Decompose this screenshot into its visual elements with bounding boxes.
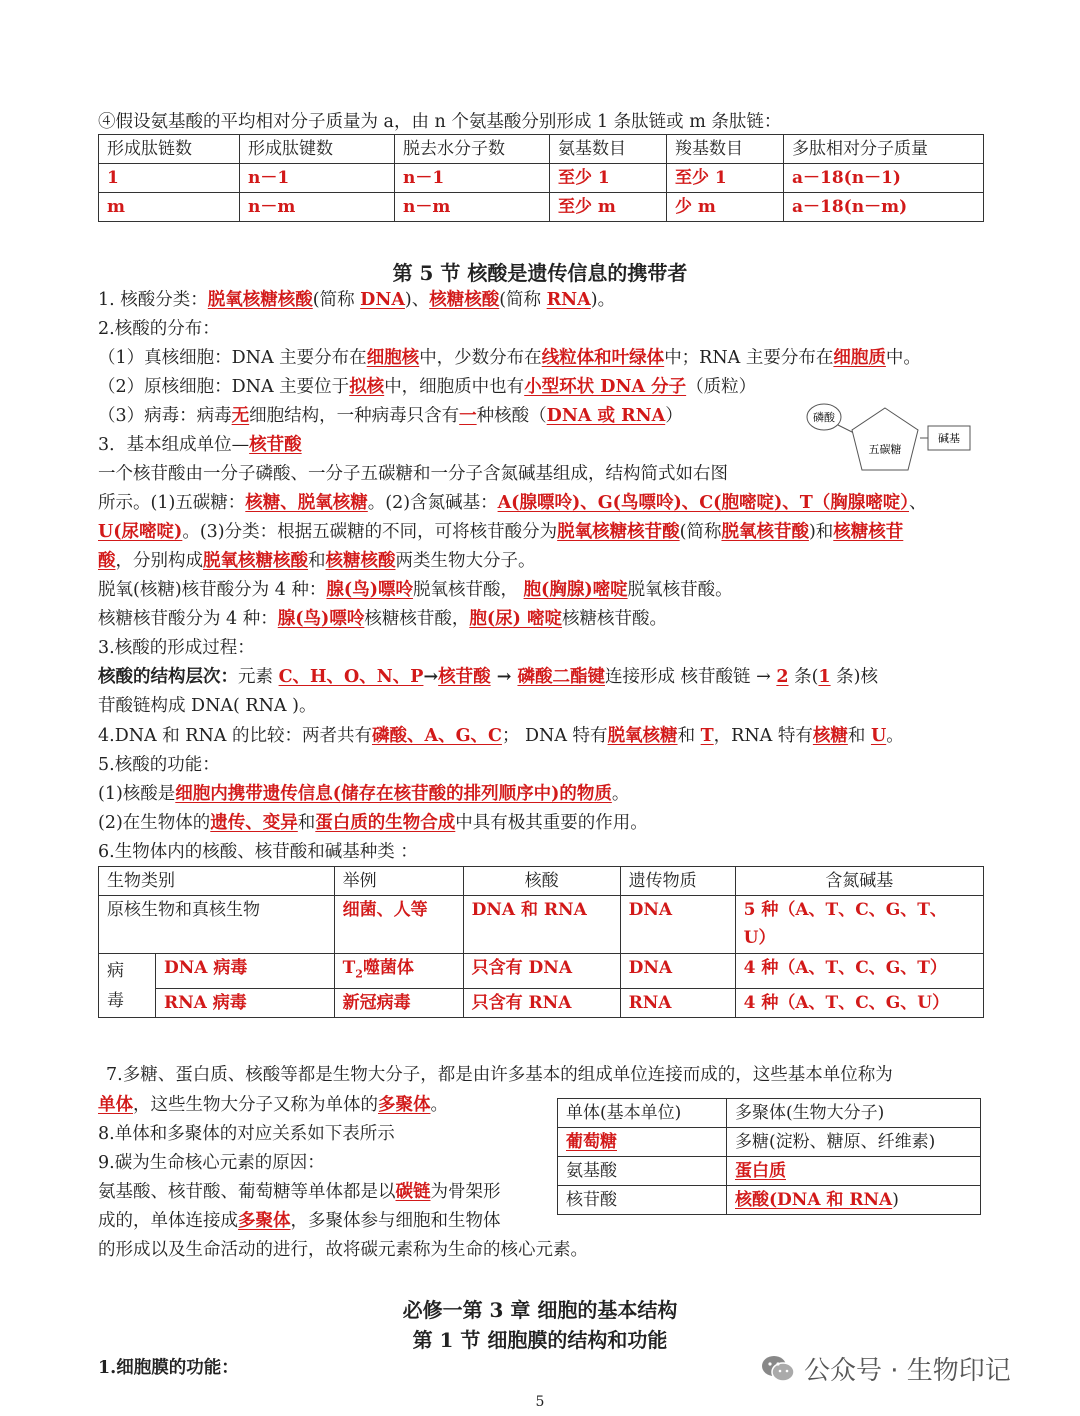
wechat-icon bbox=[760, 1354, 796, 1384]
t1-cell: 至少 m bbox=[550, 193, 667, 222]
line-13: 3.核酸的形成过程： bbox=[98, 638, 255, 658]
t2-header: 含氮碱基 bbox=[735, 867, 983, 896]
line-6: 3．基本组成单位—核苷酸 bbox=[98, 435, 302, 455]
line-7: 一个核苷酸由一分子磷酸、一分子五碳糖和一分子含氮碱基组成，结构简式如右图 bbox=[98, 464, 728, 484]
line-5: （3）病毒：病毒无细胞结构，一种病毒只含有一种核酸（DNA 或 RNA） bbox=[98, 406, 683, 426]
line-1: 1. 核酸分类：脱氧核糖核酸(简称 DNA)、核糖核酸(简称 RNA)。 bbox=[98, 290, 616, 310]
line-18: (1)核酸是细胞内携带遗传信息(储存在核苷酸的排列顺序中)的物质。 bbox=[98, 784, 630, 804]
nucleotide-diagram bbox=[800, 398, 980, 488]
line-4: （2）原核细胞：DNA 主要位于拟核中，细胞质中也有小型环状 DNA 分子（质粒） bbox=[98, 377, 757, 397]
intro-line: ④假设氨基酸的平均相对分子质量为 a，由 n 个氨基酸分别形成 1 条肽链或 m 条肽链： bbox=[98, 112, 782, 132]
t2-cell: 4 种（A、T、C、G、T） bbox=[735, 954, 983, 989]
t1-header: 氨基数目 bbox=[550, 135, 667, 164]
line-22: 单体，这些生物大分子又称为单体的多聚体。 bbox=[98, 1095, 448, 1115]
t1-cell: 至少 1 bbox=[550, 164, 667, 193]
t2-cell: 新冠病毒 bbox=[334, 989, 463, 1018]
line-14: 核酸的结构层次：元素 C、H、O、N、P→核苷酸 → 磷酸二酯键连接形成 核苷酸链 → 2 条(1 条)核 bbox=[98, 667, 878, 687]
t2-cell: 细菌、人等 bbox=[334, 896, 463, 954]
line-10: 酸，分别构成脱氧核糖核酸和核糖核酸两类生物大分子。 bbox=[98, 551, 536, 571]
t2-cell: DNA 和 RNA bbox=[463, 896, 620, 954]
t3-header: 多聚体(生物大分子) bbox=[727, 1099, 981, 1128]
line-27: 的形成以及生命活动的进行，故将碳元素称为生命的核心元素。 bbox=[98, 1240, 588, 1260]
t1-cell: 至少 1 bbox=[667, 164, 784, 193]
t1-cell: 少 m bbox=[667, 193, 784, 222]
t2-cell: 只含有 DNA bbox=[463, 954, 620, 989]
line-21: 7.多糖、蛋白质、核酸等都是生物大分子，都是由许多基本的组成单位连接而成的，这些基本单位称为 bbox=[106, 1065, 893, 1085]
t2-header: 举例 bbox=[334, 867, 463, 896]
line-28: 1.细胞膜的功能： bbox=[98, 1358, 239, 1378]
t2-cell: DNA bbox=[620, 896, 735, 954]
line-26: 成的，单体连接成多聚体，多聚体参与细胞和生物体 bbox=[98, 1211, 501, 1231]
t2-cell: RNA 病毒 bbox=[156, 989, 335, 1018]
line-25: 氨基酸、核苷酸、葡萄糖等单体都是以碳链为骨架形 bbox=[98, 1182, 501, 1202]
organism-table bbox=[98, 866, 984, 1018]
line-16: 4.DNA 和 RNA 的比较：两者共有磷酸、A、G、C； DNA 特有脱氧核糖和 T，RNA 特有核糖和 U。 bbox=[98, 726, 904, 746]
line-17: 5.核酸的功能： bbox=[98, 755, 220, 775]
t1-cell: n－1 bbox=[240, 164, 395, 193]
sugar-label: 五碳糖 bbox=[868, 443, 902, 456]
line-8: 所示。(1)五碳糖：核糖、脱氧核糖。(2)含氮碱基：A(腺嘌呤)、G(鸟嘌呤)、C(胞嘧啶)、T（胸腺嘧啶）、 bbox=[98, 493, 927, 513]
peptide-table bbox=[98, 134, 984, 222]
chapter-3-title: 必修一第 3 章 细胞的基本结构 bbox=[402, 1298, 678, 1322]
t1-header: 形成肽链数 bbox=[99, 135, 240, 164]
t1-header: 形成肽键数 bbox=[240, 135, 395, 164]
t1-cell: n－m bbox=[395, 193, 550, 222]
t3-cell: 蛋白质 bbox=[727, 1157, 981, 1186]
t3-header: 单体(基本单位) bbox=[558, 1099, 727, 1128]
t2-cell: 4 种（A、T、C、G、U） bbox=[735, 989, 983, 1018]
base-label: 碱基 bbox=[938, 432, 960, 445]
section-5-title: 第 5 节 核酸是遗传信息的携带者 bbox=[392, 261, 688, 285]
phosphate-label: 磷酸 bbox=[813, 411, 835, 424]
t2-cell: 只含有 RNA bbox=[463, 989, 620, 1018]
line-19: (2)在生物体的遗传、变异和蛋白质的生物合成中具有极其重要的作用。 bbox=[98, 813, 648, 833]
t3-cell: 葡萄糖 bbox=[558, 1128, 727, 1157]
line-9: U(尿嘧啶)。(3)分类：根据五碳糖的不同，可将核苷酸分为脱氧核糖核苷酸(简称脱氧核苷酸)和核糖核苷 bbox=[98, 522, 904, 542]
pentagon-shape bbox=[852, 408, 918, 470]
line-23: 8.单体和多聚体的对应关系如下表所示 bbox=[98, 1124, 395, 1144]
t2-cell: DNA 病毒 bbox=[156, 954, 335, 989]
page-number: 5 bbox=[535, 1394, 545, 1410]
t1-header: 多肽相对分子质量 bbox=[784, 135, 984, 164]
t1-cell: a－18(n－1) bbox=[784, 164, 984, 193]
monomer-table bbox=[557, 1098, 981, 1215]
t1-cell: a－18(n－m) bbox=[784, 193, 984, 222]
t2-cell: 5 种（A、T、C、G、T、 U） bbox=[735, 896, 983, 954]
t1-cell: 1 bbox=[99, 164, 240, 193]
t2-header: 核酸 bbox=[463, 867, 620, 896]
t2-cell: DNA bbox=[620, 954, 735, 989]
t1-header: 羧基数目 bbox=[667, 135, 784, 164]
t2-cell: $T_2$噬菌体 bbox=[334, 954, 463, 989]
section-1-title: 第 1 节 细胞膜的结构和功能 bbox=[412, 1328, 668, 1352]
t2-cell: RNA bbox=[620, 989, 735, 1018]
t1-cell: m bbox=[99, 193, 240, 222]
line-24: 9.碳为生命核心元素的原因： bbox=[98, 1153, 325, 1173]
watermark-text: 公众号 · 生物印记 bbox=[804, 1356, 1011, 1386]
t2-header: 生物类别 bbox=[99, 867, 335, 896]
t3-cell: 氨基酸 bbox=[558, 1157, 727, 1186]
line-3: （1）真核细胞：DNA 主要分布在细胞核中，少数分布在线粒体和叶绿体中；RNA 主要分布在细胞质中。 bbox=[98, 348, 921, 368]
line-11: 脱氧(核糖)核苷酸分为 4 种：腺(鸟)嘌呤脱氧核苷酸， 胞(胸腺)嘧啶脱氧核苷酸。 bbox=[98, 580, 733, 600]
t1-cell: n－1 bbox=[395, 164, 550, 193]
t1-cell: n－m bbox=[240, 193, 395, 222]
line-15: 苷酸链构成 DNA( RNA )。 bbox=[98, 696, 317, 716]
t3-cell: 核酸(DNA 和 RNA) bbox=[727, 1186, 981, 1215]
t1-header: 脱去水分子数 bbox=[395, 135, 550, 164]
t3-cell: 多糖(淀粉、糖原、纤维素) bbox=[727, 1128, 981, 1157]
watermark bbox=[760, 1350, 1011, 1387]
line-2: 2.核酸的分布： bbox=[98, 319, 220, 339]
line-12: 核糖核苷酸分为 4 种：腺(鸟)嘌呤核糖核苷酸，胞(尿) 嘧啶核糖核苷酸。 bbox=[98, 609, 667, 629]
t3-cell: 核苷酸 bbox=[558, 1186, 727, 1215]
t2-header: 遗传物质 bbox=[620, 867, 735, 896]
line-20: 6.生物体内的核酸、核苷酸和碱基种类 ： bbox=[98, 842, 418, 862]
virus-label-cell: 病 毒 bbox=[99, 954, 156, 1018]
t2-cell: 原核生物和真核生物 bbox=[99, 896, 335, 954]
